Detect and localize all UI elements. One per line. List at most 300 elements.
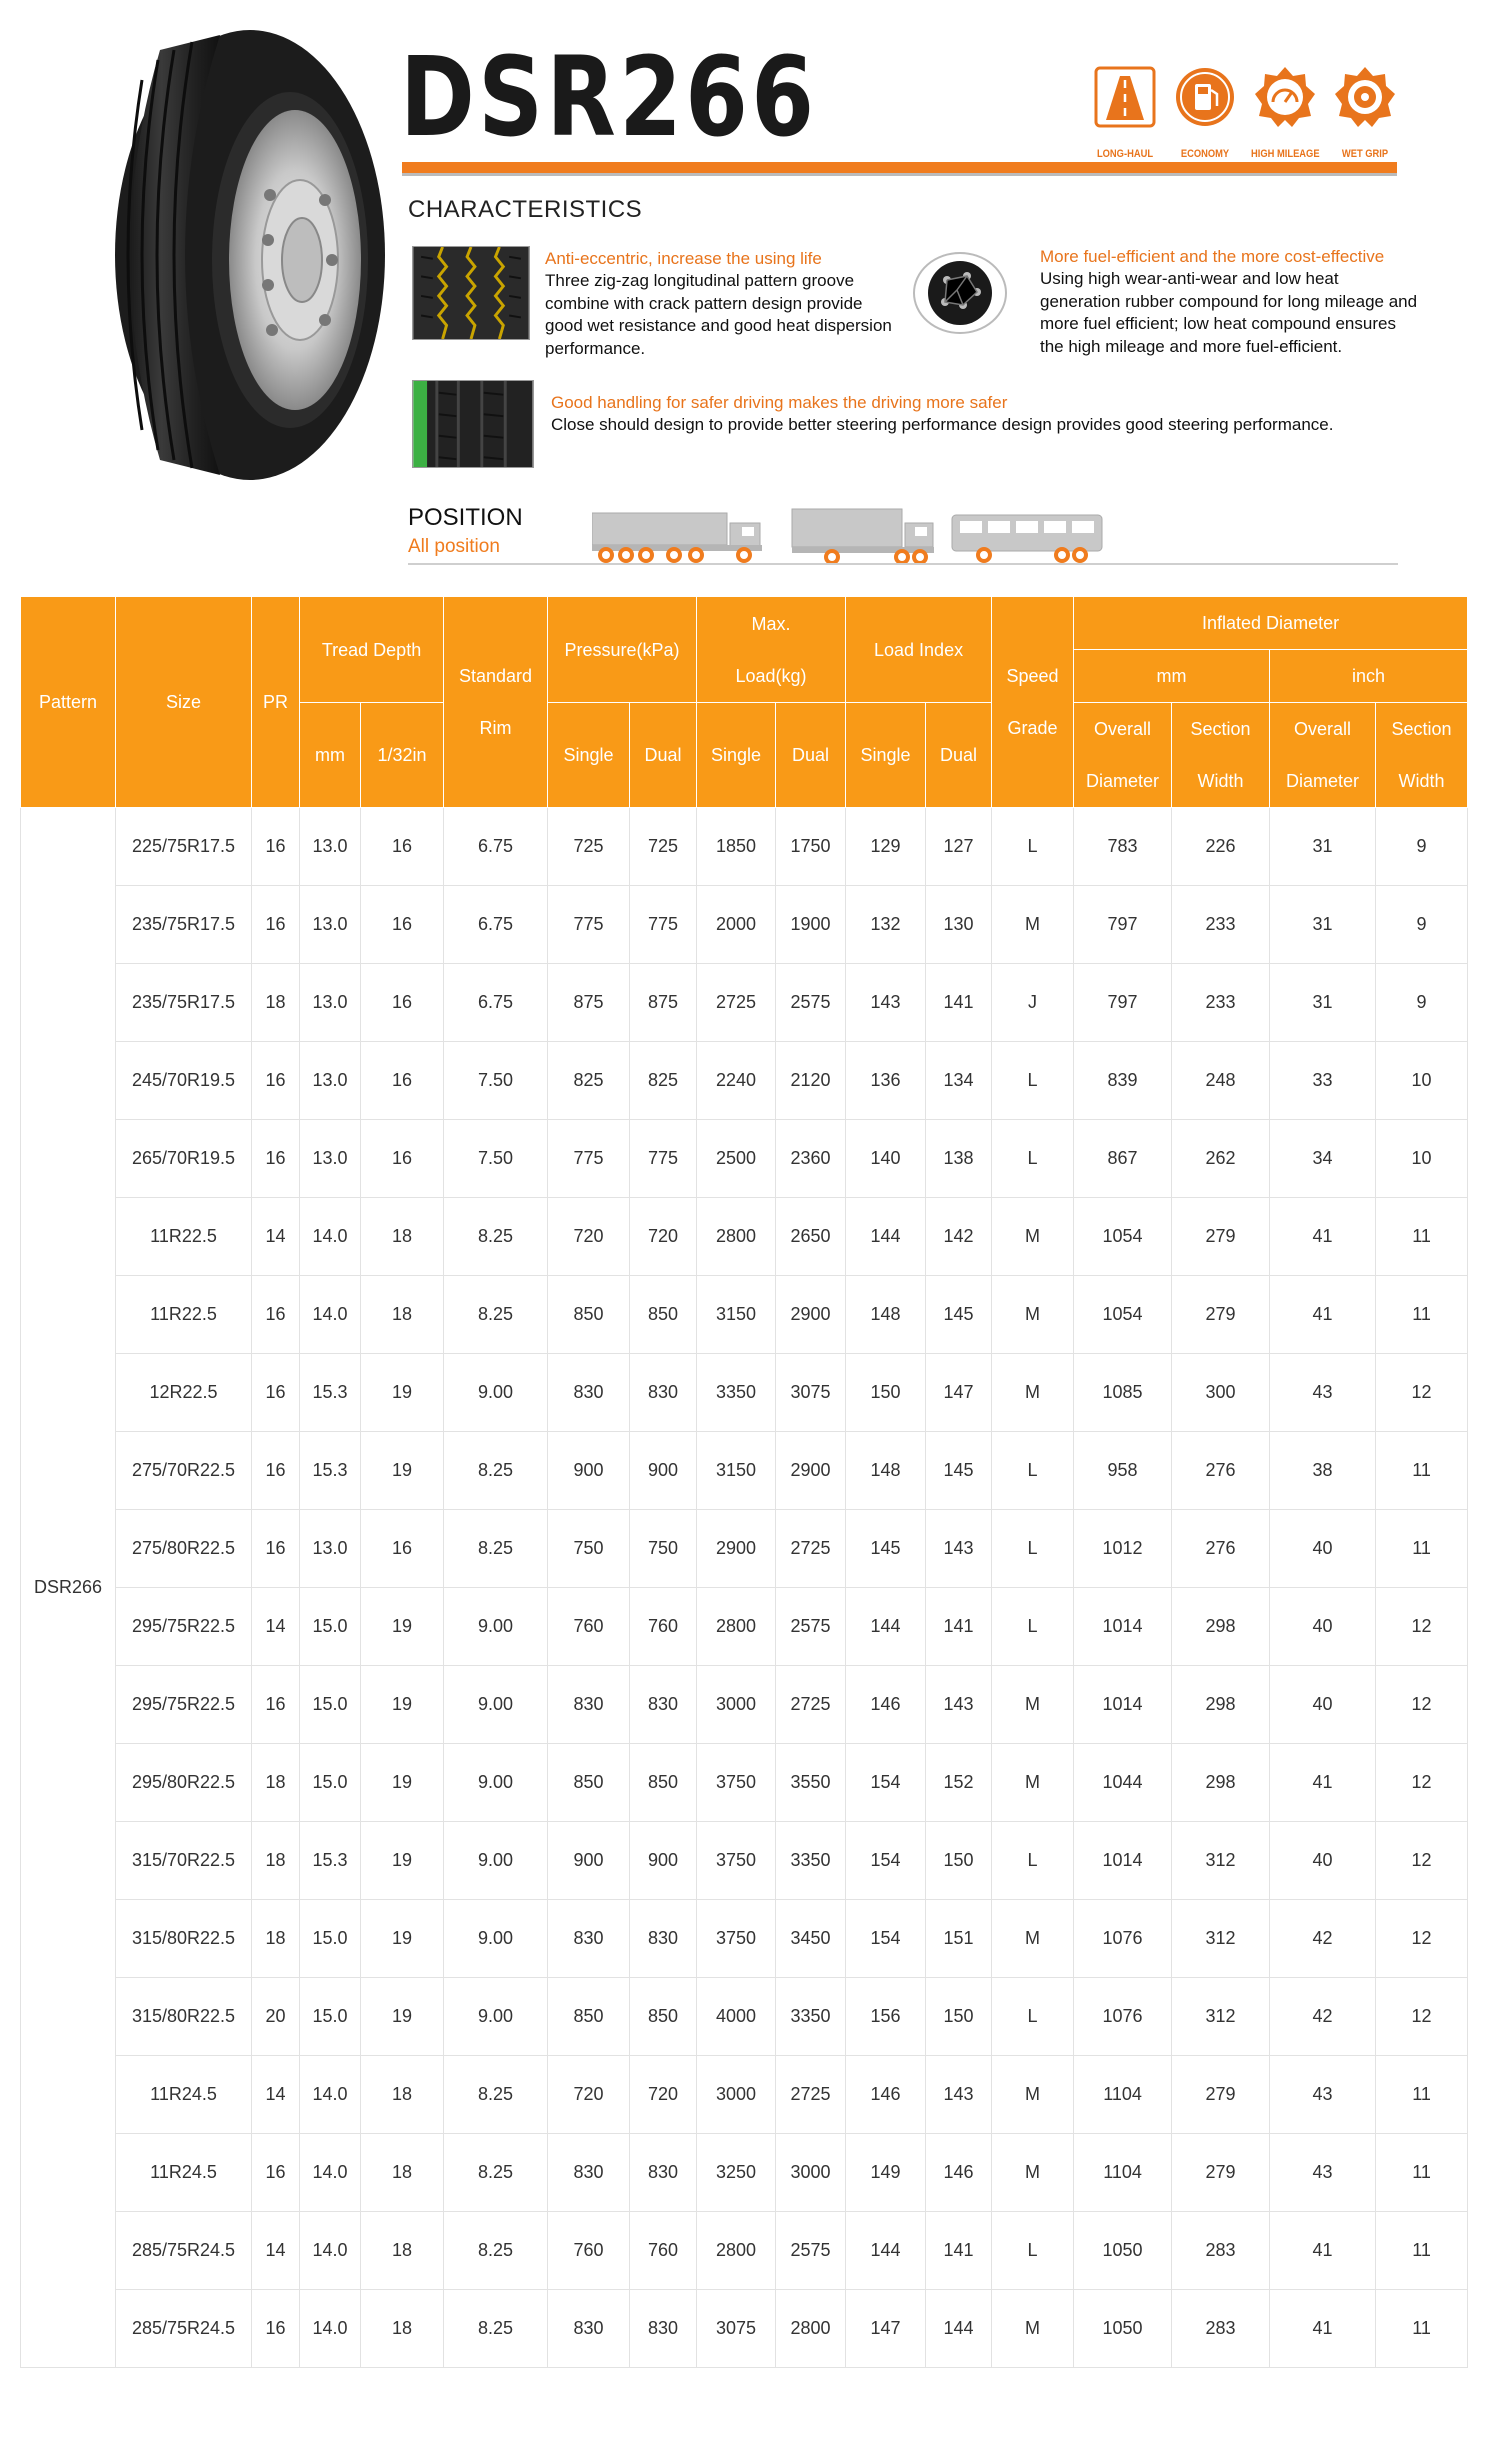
table-row (21, 1198, 1468, 1276)
cell-standard-rim: 8.25 (444, 1510, 548, 1588)
cell-inch-section-width: 11 (1376, 2212, 1468, 2290)
cell-tread-mm: 13.0 (300, 886, 361, 964)
cell-load-dual: 2725 (776, 2056, 846, 2134)
cell-load-dual: 2650 (776, 1198, 846, 1276)
cell-size: 275/80R22.5 (116, 1510, 252, 1588)
tire-image (100, 20, 390, 490)
cell-inch-section-width: 12 (1376, 1354, 1468, 1432)
cell-mm-section-width: 312 (1172, 1900, 1270, 1978)
cell-index-dual: 145 (926, 1432, 992, 1510)
header-tread-32in: 1/32in (361, 703, 444, 808)
cell-pressure-single: 900 (548, 1822, 630, 1900)
cell-speed-grade: L (992, 1588, 1074, 1666)
cell-pr: 18 (252, 964, 300, 1042)
cell-inch-section-width: 11 (1376, 1198, 1468, 1276)
cell-size: 265/70R19.5 (116, 1120, 252, 1198)
cell-tread-32in: 16 (361, 1510, 444, 1588)
header-speed-grade (992, 597, 1074, 808)
cell-speed-grade: M (992, 2056, 1074, 2134)
cell-pressure-dual: 750 (630, 1510, 697, 1588)
cell-mm-overall-diameter: 958 (1074, 1432, 1172, 1510)
table-row (21, 1978, 1468, 2056)
cell-tread-32in: 18 (361, 2290, 444, 2368)
cell-pr: 16 (252, 2290, 300, 2368)
cell-speed-grade: L (992, 808, 1074, 886)
header-index-single: Single (846, 703, 926, 808)
cell-inch-overall-diameter: 41 (1270, 2290, 1376, 2368)
header-sw-line2: Width (1398, 771, 1445, 791)
cell-inch-overall-diameter: 34 (1270, 1120, 1376, 1198)
cell-load-dual: 2360 (776, 1120, 846, 1198)
table-row (21, 1276, 1468, 1354)
cell-size: 11R24.5 (116, 2056, 252, 2134)
header-od-line2: Diameter (1286, 771, 1360, 791)
cell-size: 11R22.5 (116, 1276, 252, 1354)
cell-mm-overall-diameter: 797 (1074, 886, 1172, 964)
cell-tread-mm: 14.0 (300, 2212, 361, 2290)
cell-inch-section-width: 10 (1376, 1042, 1468, 1120)
cell-index-dual: 144 (926, 2290, 992, 2368)
cell-pressure-dual: 850 (630, 1978, 697, 2056)
cell-index-dual: 150 (926, 1822, 992, 1900)
cell-index-single: 144 (846, 1198, 926, 1276)
header-size: Size (116, 597, 252, 808)
cell-mm-overall-diameter: 1014 (1074, 1588, 1172, 1666)
cell-speed-grade: M (992, 1666, 1074, 1744)
tread-pattern-image (412, 246, 530, 340)
cell-index-dual: 147 (926, 1354, 992, 1432)
cell-speed-grade: L (992, 1510, 1074, 1588)
cell-index-dual: 134 (926, 1042, 992, 1120)
cell-pressure-single: 830 (548, 1354, 630, 1432)
cell-standard-rim: 6.75 (444, 808, 548, 886)
cell-pr: 14 (252, 1588, 300, 1666)
cell-mm-section-width: 312 (1172, 1978, 1270, 2056)
cell-index-dual: 143 (926, 1510, 992, 1588)
cell-standard-rim: 9.00 (444, 1822, 548, 1900)
cell-mm-section-width: 298 (1172, 1744, 1270, 1822)
cell-inch-overall-diameter: 40 (1270, 1822, 1376, 1900)
cell-load-dual: 3000 (776, 2134, 846, 2212)
cell-index-single: 136 (846, 1042, 926, 1120)
cell-index-single: 147 (846, 2290, 926, 2368)
feature-label: LONG-HAUL (1096, 148, 1154, 160)
cell-mm-section-width: 276 (1172, 1432, 1270, 1510)
cell-index-single: 146 (846, 1666, 926, 1744)
cell-pr: 14 (252, 1198, 300, 1276)
cell-index-single: 146 (846, 2056, 926, 2134)
cell-pressure-dual: 760 (630, 1588, 697, 1666)
cell-mm-overall-diameter: 783 (1074, 808, 1172, 886)
cell-tread-mm: 15.0 (300, 1666, 361, 1744)
cell-standard-rim: 8.25 (444, 1198, 548, 1276)
cell-pressure-single: 900 (548, 1432, 630, 1510)
cell-index-single: 140 (846, 1120, 926, 1198)
characteristic-2 (1040, 246, 1420, 358)
cell-tread-mm: 15.0 (300, 1900, 361, 1978)
cell-mm-overall-diameter: 1085 (1074, 1354, 1172, 1432)
cell-index-single: 149 (846, 2134, 926, 2212)
cell-tread-32in: 18 (361, 2134, 444, 2212)
cell-tread-32in: 19 (361, 1354, 444, 1432)
cell-mm-overall-diameter: 1050 (1074, 2290, 1172, 2368)
cell-pressure-single: 850 (548, 1978, 630, 2056)
header-pattern: Pattern (21, 597, 116, 808)
cell-mm-section-width: 279 (1172, 1276, 1270, 1354)
cell-pr: 16 (252, 1042, 300, 1120)
cell-index-single: 143 (846, 964, 926, 1042)
cell-inch-section-width: 9 (1376, 808, 1468, 886)
cell-pressure-single: 725 (548, 808, 630, 886)
cell-speed-grade: M (992, 1900, 1074, 1978)
cell-pr: 16 (252, 1510, 300, 1588)
cell-load-single: 2500 (697, 1120, 776, 1198)
cell-standard-rim: 8.25 (444, 1276, 548, 1354)
cell-inch-overall-diameter: 41 (1270, 1276, 1376, 1354)
cell-mm-overall-diameter: 867 (1074, 1120, 1172, 1198)
characteristic-body: Three zig-zag longitudinal pattern groove combine with crack pattern design provide good wet resistance and good heat dispersion performance. (545, 271, 892, 358)
cell-load-dual: 2800 (776, 2290, 846, 2368)
cell-mm-section-width: 298 (1172, 1666, 1270, 1744)
cell-inch-section-width: 12 (1376, 1822, 1468, 1900)
cell-tread-32in: 16 (361, 808, 444, 886)
cell-size: 235/75R17.5 (116, 964, 252, 1042)
cell-pr: 14 (252, 2056, 300, 2134)
cell-tread-mm: 14.0 (300, 2134, 361, 2212)
feature-long-haul (1085, 66, 1165, 160)
cell-tread-32in: 16 (361, 1042, 444, 1120)
header-mm-group: mm (1074, 650, 1270, 703)
cell-load-dual: 2900 (776, 1432, 846, 1510)
cell-standard-rim: 9.00 (444, 1588, 548, 1666)
cell-load-dual: 3350 (776, 1822, 846, 1900)
cell-standard-rim: 9.00 (444, 1978, 548, 2056)
cell-size: 295/75R22.5 (116, 1588, 252, 1666)
cell-mm-overall-diameter: 797 (1074, 964, 1172, 1042)
cell-mm-section-width: 276 (1172, 1510, 1270, 1588)
cell-pressure-dual: 720 (630, 2056, 697, 2134)
cell-pressure-dual: 830 (630, 1666, 697, 1744)
header-sw-line1: Section (1391, 719, 1452, 739)
cell-index-dual: 151 (926, 1900, 992, 1978)
cell-pressure-dual: 725 (630, 808, 697, 886)
cell-inch-overall-diameter: 31 (1270, 808, 1376, 886)
cell-pressure-single: 850 (548, 1744, 630, 1822)
table-row (21, 1354, 1468, 1432)
cell-standard-rim: 8.25 (444, 2056, 548, 2134)
position-divider (408, 563, 1398, 565)
cell-size: 235/75R17.5 (116, 886, 252, 964)
cell-load-single: 3150 (697, 1276, 776, 1354)
cell-mm-overall-diameter: 1050 (1074, 2212, 1172, 2290)
cell-tread-mm: 14.0 (300, 2290, 361, 2368)
cell-speed-grade: L (992, 1120, 1074, 1198)
cell-index-single: 154 (846, 1900, 926, 1978)
cell-mm-section-width: 312 (1172, 1822, 1270, 1900)
cell-inch-overall-diameter: 40 (1270, 1510, 1376, 1588)
cell-load-single: 2900 (697, 1510, 776, 1588)
position-value: All position (408, 536, 500, 557)
table-row (21, 2056, 1468, 2134)
cell-pr: 16 (252, 886, 300, 964)
characteristic-body: Using high wear-anti-wear and low heat generation rubber compound for long mileage and more fuel efficient; low heat compound ensures the high mileage and more fuel-efficient. (1040, 269, 1418, 356)
characteristics-heading: CHARACTERISTICS (408, 196, 643, 223)
cell-pressure-dual: 850 (630, 1744, 697, 1822)
cell-pr: 20 (252, 1978, 300, 2056)
cell-tread-32in: 19 (361, 1900, 444, 1978)
cell-inch-overall-diameter: 41 (1270, 2212, 1376, 2290)
cell-tread-32in: 18 (361, 1198, 444, 1276)
cell-pr: 16 (252, 808, 300, 886)
header-inch-group: inch (1270, 650, 1468, 703)
table-row (21, 2290, 1468, 2368)
cell-size: 275/70R22.5 (116, 1432, 252, 1510)
cell-index-dual: 141 (926, 964, 992, 1042)
cell-mm-overall-diameter: 1076 (1074, 1978, 1172, 2056)
header-inflated-diameter: Inflated Diameter (1074, 597, 1468, 650)
cell-mm-section-width: 233 (1172, 964, 1270, 1042)
cell-inch-section-width: 11 (1376, 2134, 1468, 2212)
feature-label: ECONOMY (1180, 148, 1230, 160)
header-sw-line1: Section (1190, 719, 1251, 739)
table-row (21, 1588, 1468, 1666)
cell-pr: 16 (252, 1276, 300, 1354)
feature-label: HIGH MILEAGE (1251, 148, 1320, 160)
cell-mm-section-width: 279 (1172, 2134, 1270, 2212)
cell-load-single: 3750 (697, 1744, 776, 1822)
cell-index-single: 148 (846, 1276, 926, 1354)
cell-mm-section-width: 283 (1172, 2212, 1270, 2290)
cell-load-dual: 1750 (776, 808, 846, 886)
cell-pressure-dual: 830 (630, 1900, 697, 1978)
cell-inch-section-width: 9 (1376, 964, 1468, 1042)
cell-inch-section-width: 12 (1376, 1900, 1468, 1978)
header-speed-grade-line1: Speed (1006, 666, 1059, 686)
cell-index-dual: 150 (926, 1978, 992, 2056)
cell-inch-overall-diameter: 42 (1270, 1900, 1376, 1978)
cell-standard-rim: 7.50 (444, 1120, 548, 1198)
cell-pressure-single: 760 (548, 2212, 630, 2290)
cell-tread-32in: 18 (361, 1276, 444, 1354)
cell-load-dual: 2575 (776, 2212, 846, 2290)
cell-pr: 16 (252, 1666, 300, 1744)
cell-pressure-single: 825 (548, 1042, 630, 1120)
cell-speed-grade: M (992, 1198, 1074, 1276)
cell-mm-overall-diameter: 1044 (1074, 1744, 1172, 1822)
cell-size: 285/75R24.5 (116, 2212, 252, 2290)
cell-standard-rim: 8.25 (444, 2134, 548, 2212)
cell-tread-mm: 15.3 (300, 1432, 361, 1510)
cell-load-dual: 3550 (776, 1744, 846, 1822)
cell-mm-overall-diameter: 1104 (1074, 2056, 1172, 2134)
cell-inch-overall-diameter: 33 (1270, 1042, 1376, 1120)
cell-load-dual: 3450 (776, 1900, 846, 1978)
header-od-line1: Overall (1094, 719, 1152, 739)
cell-tread-mm: 14.0 (300, 1276, 361, 1354)
cell-pressure-single: 775 (548, 886, 630, 964)
cell-load-single: 4000 (697, 1978, 776, 2056)
cell-mm-section-width: 248 (1172, 1042, 1270, 1120)
characteristic-1 (545, 248, 905, 360)
cell-pr: 18 (252, 1744, 300, 1822)
cell-index-dual: 143 (926, 2056, 992, 2134)
cell-speed-grade: M (992, 1744, 1074, 1822)
cell-pressure-single: 830 (548, 1666, 630, 1744)
header-inch-overall-diameter (1270, 703, 1376, 808)
cell-tread-32in: 18 (361, 2056, 444, 2134)
cell-inch-section-width: 12 (1376, 1666, 1468, 1744)
cell-inch-section-width: 12 (1376, 1978, 1468, 2056)
header-mm-overall-diameter (1074, 703, 1172, 808)
table-row (21, 1510, 1468, 1588)
spec-table-body (21, 808, 1468, 2368)
cell-size: 12R22.5 (116, 1354, 252, 1432)
header-mm-section-width (1172, 703, 1270, 808)
header-standard-rim-line2: Rim (479, 718, 512, 738)
feature-wet-grip (1325, 66, 1405, 160)
cell-pressure-single: 875 (548, 964, 630, 1042)
cell-mm-overall-diameter: 1104 (1074, 2134, 1172, 2212)
header-speed-grade-line2: Grade (1007, 718, 1058, 738)
cell-load-single: 3750 (697, 1822, 776, 1900)
cell-index-single: 144 (846, 1588, 926, 1666)
cell-load-dual: 3075 (776, 1354, 846, 1432)
cell-pressure-dual: 900 (630, 1822, 697, 1900)
cell-load-dual: 2575 (776, 964, 846, 1042)
cell-pressure-single: 830 (548, 2134, 630, 2212)
cell-tread-mm: 14.0 (300, 1198, 361, 1276)
title-underline-shadow (402, 173, 1397, 176)
cell-load-single: 2800 (697, 1198, 776, 1276)
cell-tread-mm: 13.0 (300, 1120, 361, 1198)
cell-load-single: 3750 (697, 1900, 776, 1978)
cell-load-single: 2800 (697, 2212, 776, 2290)
cell-pr: 16 (252, 1120, 300, 1198)
feature-label: WET GRIP (1341, 148, 1389, 160)
header-pressure-dual: Dual (630, 703, 697, 808)
cell-pressure-dual: 850 (630, 1276, 697, 1354)
spec-table (20, 596, 1468, 2368)
product-title: DSR266 (400, 33, 818, 161)
cell-index-single: 154 (846, 1744, 926, 1822)
cell-tread-32in: 19 (361, 1666, 444, 1744)
cell-tread-32in: 16 (361, 964, 444, 1042)
table-row (21, 1822, 1468, 1900)
cell-tread-mm: 13.0 (300, 1042, 361, 1120)
cell-pressure-dual: 830 (630, 1354, 697, 1432)
cell-index-single: 154 (846, 1822, 926, 1900)
cell-tread-32in: 19 (361, 1978, 444, 2056)
cell-mm-overall-diameter: 1054 (1074, 1276, 1172, 1354)
cell-mm-section-width: 300 (1172, 1354, 1270, 1432)
cell-inch-overall-diameter: 31 (1270, 886, 1376, 964)
cell-load-dual: 2725 (776, 1510, 846, 1588)
table-row (21, 808, 1468, 886)
cell-standard-rim: 8.25 (444, 1432, 548, 1510)
table-row (21, 1666, 1468, 1744)
cell-tread-mm: 14.0 (300, 2056, 361, 2134)
cell-pressure-single: 830 (548, 2290, 630, 2368)
cell-mm-section-width: 283 (1172, 2290, 1270, 2368)
cell-size: 315/80R22.5 (116, 1900, 252, 1978)
position-heading: POSITION (408, 504, 523, 531)
header-max-load (697, 597, 846, 703)
table-row (21, 2212, 1468, 2290)
cell-mm-section-width: 233 (1172, 886, 1270, 964)
cell-pressure-dual: 720 (630, 1198, 697, 1276)
sidewall-tread-image (412, 380, 534, 468)
cell-index-dual: 141 (926, 2212, 992, 2290)
cell-inch-overall-diameter: 41 (1270, 1744, 1376, 1822)
cell-pattern: DSR266 (21, 808, 116, 2368)
cell-index-dual: 142 (926, 1198, 992, 1276)
cell-mm-section-width: 262 (1172, 1120, 1270, 1198)
table-row (21, 1042, 1468, 1120)
cell-mm-overall-diameter: 839 (1074, 1042, 1172, 1120)
cell-index-dual: 138 (926, 1120, 992, 1198)
characteristic-3 (551, 392, 1371, 437)
cell-size: 245/70R19.5 (116, 1042, 252, 1120)
cell-load-dual: 3350 (776, 1978, 846, 2056)
cell-pressure-dual: 875 (630, 964, 697, 1042)
cell-mm-section-width: 279 (1172, 1198, 1270, 1276)
cell-pressure-dual: 775 (630, 1120, 697, 1198)
cell-size: 285/75R24.5 (116, 2290, 252, 2368)
cell-mm-overall-diameter: 1076 (1074, 1900, 1172, 1978)
cell-tread-32in: 19 (361, 1588, 444, 1666)
wet-tire-icon (1334, 66, 1396, 128)
cell-speed-grade: M (992, 886, 1074, 964)
cell-mm-section-width: 279 (1172, 2056, 1270, 2134)
feature-economy (1165, 66, 1245, 160)
cell-index-dual: 141 (926, 1588, 992, 1666)
feature-icons (1085, 66, 1415, 166)
header-max-load-line2: Load(kg) (735, 665, 807, 686)
cell-load-dual: 2725 (776, 1666, 846, 1744)
cell-load-dual: 2120 (776, 1042, 846, 1120)
cell-speed-grade: M (992, 2290, 1074, 2368)
cell-pressure-dual: 830 (630, 2290, 697, 2368)
header-pr: PR (252, 597, 300, 808)
cell-pressure-single: 760 (548, 1588, 630, 1666)
cell-index-single: 132 (846, 886, 926, 964)
cell-inch-section-width: 11 (1376, 2290, 1468, 2368)
cell-standard-rim: 9.00 (444, 1354, 548, 1432)
cell-mm-overall-diameter: 1012 (1074, 1510, 1172, 1588)
cell-inch-section-width: 11 (1376, 1276, 1468, 1354)
cell-inch-section-width: 11 (1376, 1510, 1468, 1588)
cell-pressure-single: 850 (548, 1276, 630, 1354)
table-row (21, 1744, 1468, 1822)
cell-inch-section-width: 12 (1376, 1588, 1468, 1666)
rubber-compound-image (905, 250, 1015, 336)
cell-mm-overall-diameter: 1014 (1074, 1666, 1172, 1744)
cell-inch-overall-diameter: 40 (1270, 1588, 1376, 1666)
cell-mm-section-width: 226 (1172, 808, 1270, 886)
characteristic-title: Anti-eccentric, increase the using life (545, 249, 822, 268)
cell-size: 225/75R17.5 (116, 808, 252, 886)
cell-speed-grade: J (992, 964, 1074, 1042)
header-load-index: Load Index (846, 597, 992, 703)
cell-pr: 18 (252, 1900, 300, 1978)
cell-tread-32in: 19 (361, 1822, 444, 1900)
cell-load-dual: 2575 (776, 1588, 846, 1666)
cell-size: 11R24.5 (116, 2134, 252, 2212)
cell-load-dual: 2900 (776, 1276, 846, 1354)
header-standard-rim-line1: Standard (458, 666, 533, 686)
cell-pressure-single: 720 (548, 1198, 630, 1276)
cell-speed-grade: M (992, 2134, 1074, 2212)
